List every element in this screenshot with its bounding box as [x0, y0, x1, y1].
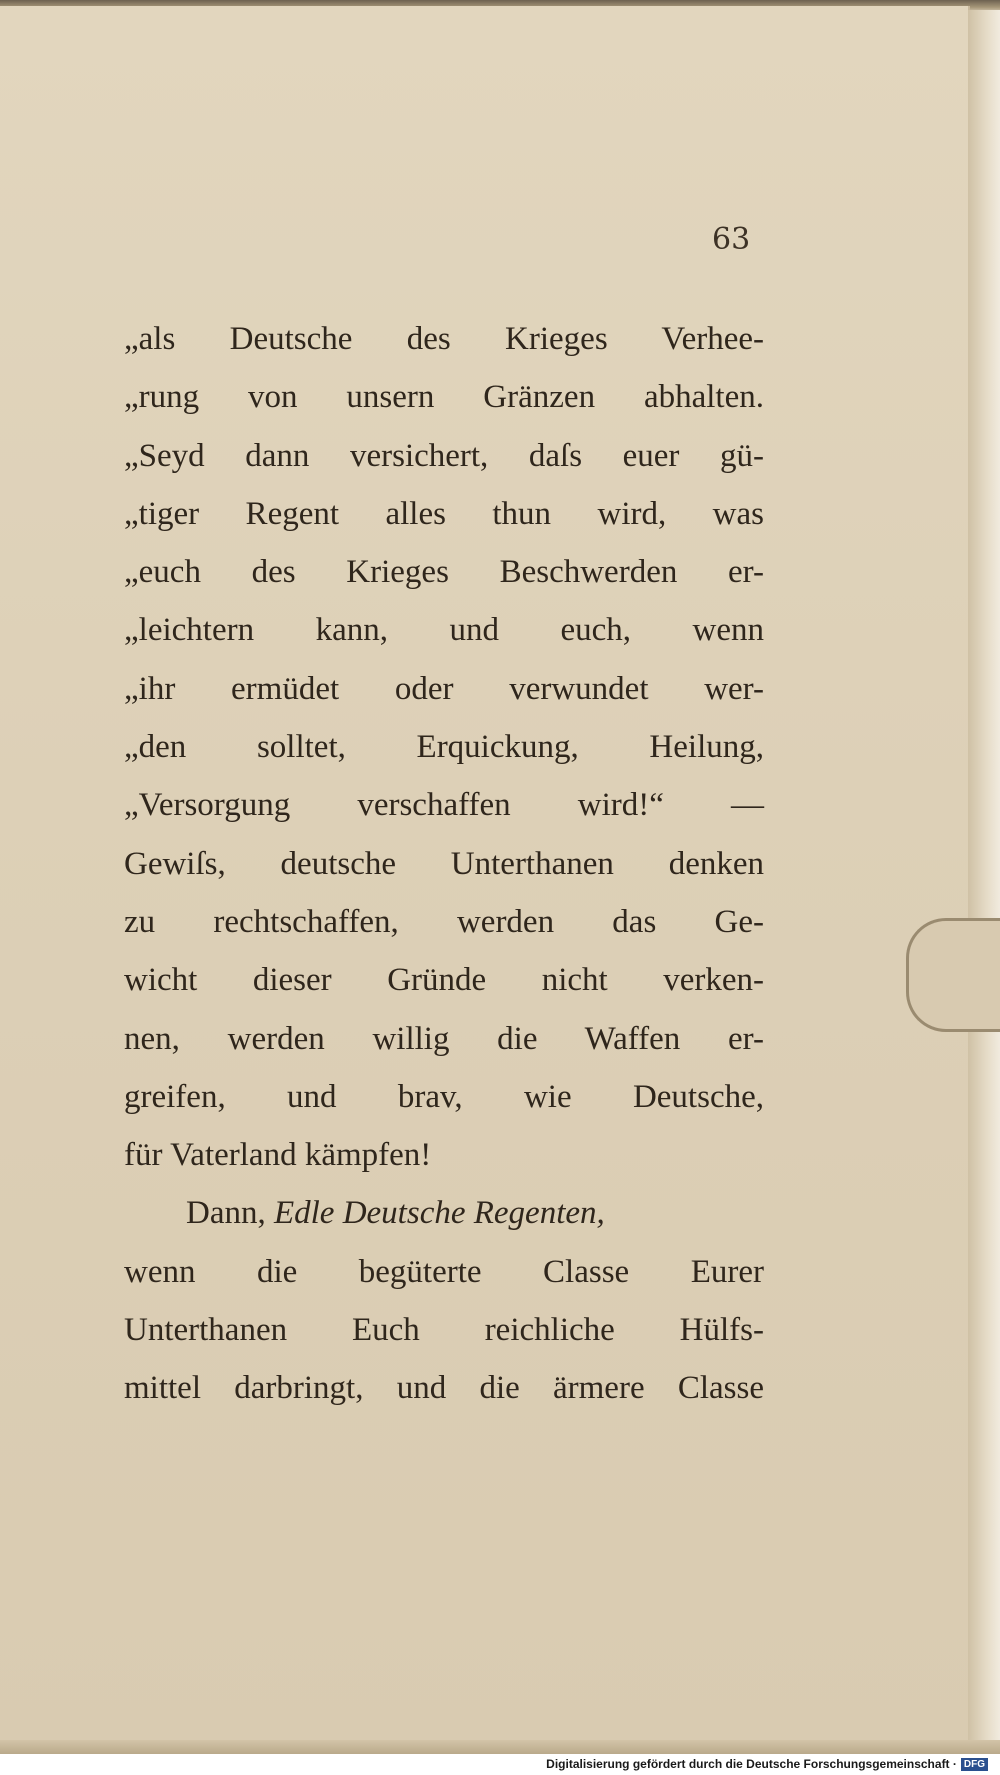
text-line: Gewiſs, deutsche Unterthanen denken	[124, 845, 764, 882]
text-line: „Versorgung verschaffen wird!“ —	[124, 787, 764, 824]
text-line: Unterthanen Euch reichliche Hülfs-	[124, 1312, 764, 1349]
page-tab-notch	[906, 918, 1000, 1032]
text-line: wicht dieser Gründe nicht verken-	[124, 962, 764, 999]
text-line: „tiger Regent alles thun wird, was	[124, 495, 764, 532]
text-line: „den solltet, Erquickung, Heilung,	[124, 729, 764, 766]
text-line: mittel darbringt, und die ärmere Classe	[124, 1370, 764, 1407]
paragraph-opening-line	[124, 1184, 764, 1242]
text-line: „euch des Krieges Beschwerden er-	[124, 554, 764, 591]
text-line: nen, werden willig die Waffen er-	[124, 1020, 764, 1057]
text-line: wenn die begüterte Classe Eurer	[124, 1253, 764, 1290]
text-line: „als Deutsche des Krieges Verhee-	[124, 321, 764, 357]
paragraph-opening-text: Dann,	[186, 1195, 274, 1232]
digitization-credit	[542, 1755, 992, 1773]
text-line: „rung von unsern Gränzen abhalten.	[124, 379, 764, 416]
page-number: 63	[712, 222, 751, 257]
credit-text: Digitalisierung gefördert durch die Deutsche Forschungsgemeinschaft ·	[546, 1757, 957, 1771]
text-line: greifen, und brav, wie Deutsche,	[124, 1078, 764, 1115]
text-line: „Seyd dann versichert, daſs euer gü-	[124, 437, 764, 474]
text-line: „leichtern kann, und euch, wenn	[124, 612, 764, 649]
dfg-logo: DFG	[961, 1758, 988, 1771]
paper-bottom-edge	[0, 1740, 1000, 1754]
text-line: „ihr ermüdet oder verwundet wer-	[124, 670, 764, 707]
body-text	[124, 310, 764, 1418]
text-line: für Vaterland kämpfen!	[124, 1137, 432, 1174]
text-line: zu rechtschaffen, werden das Ge-	[124, 903, 764, 940]
paper-right-strip	[968, 10, 1000, 1750]
italic-address: Edle Deutsche Regenten,	[273, 1195, 605, 1232]
